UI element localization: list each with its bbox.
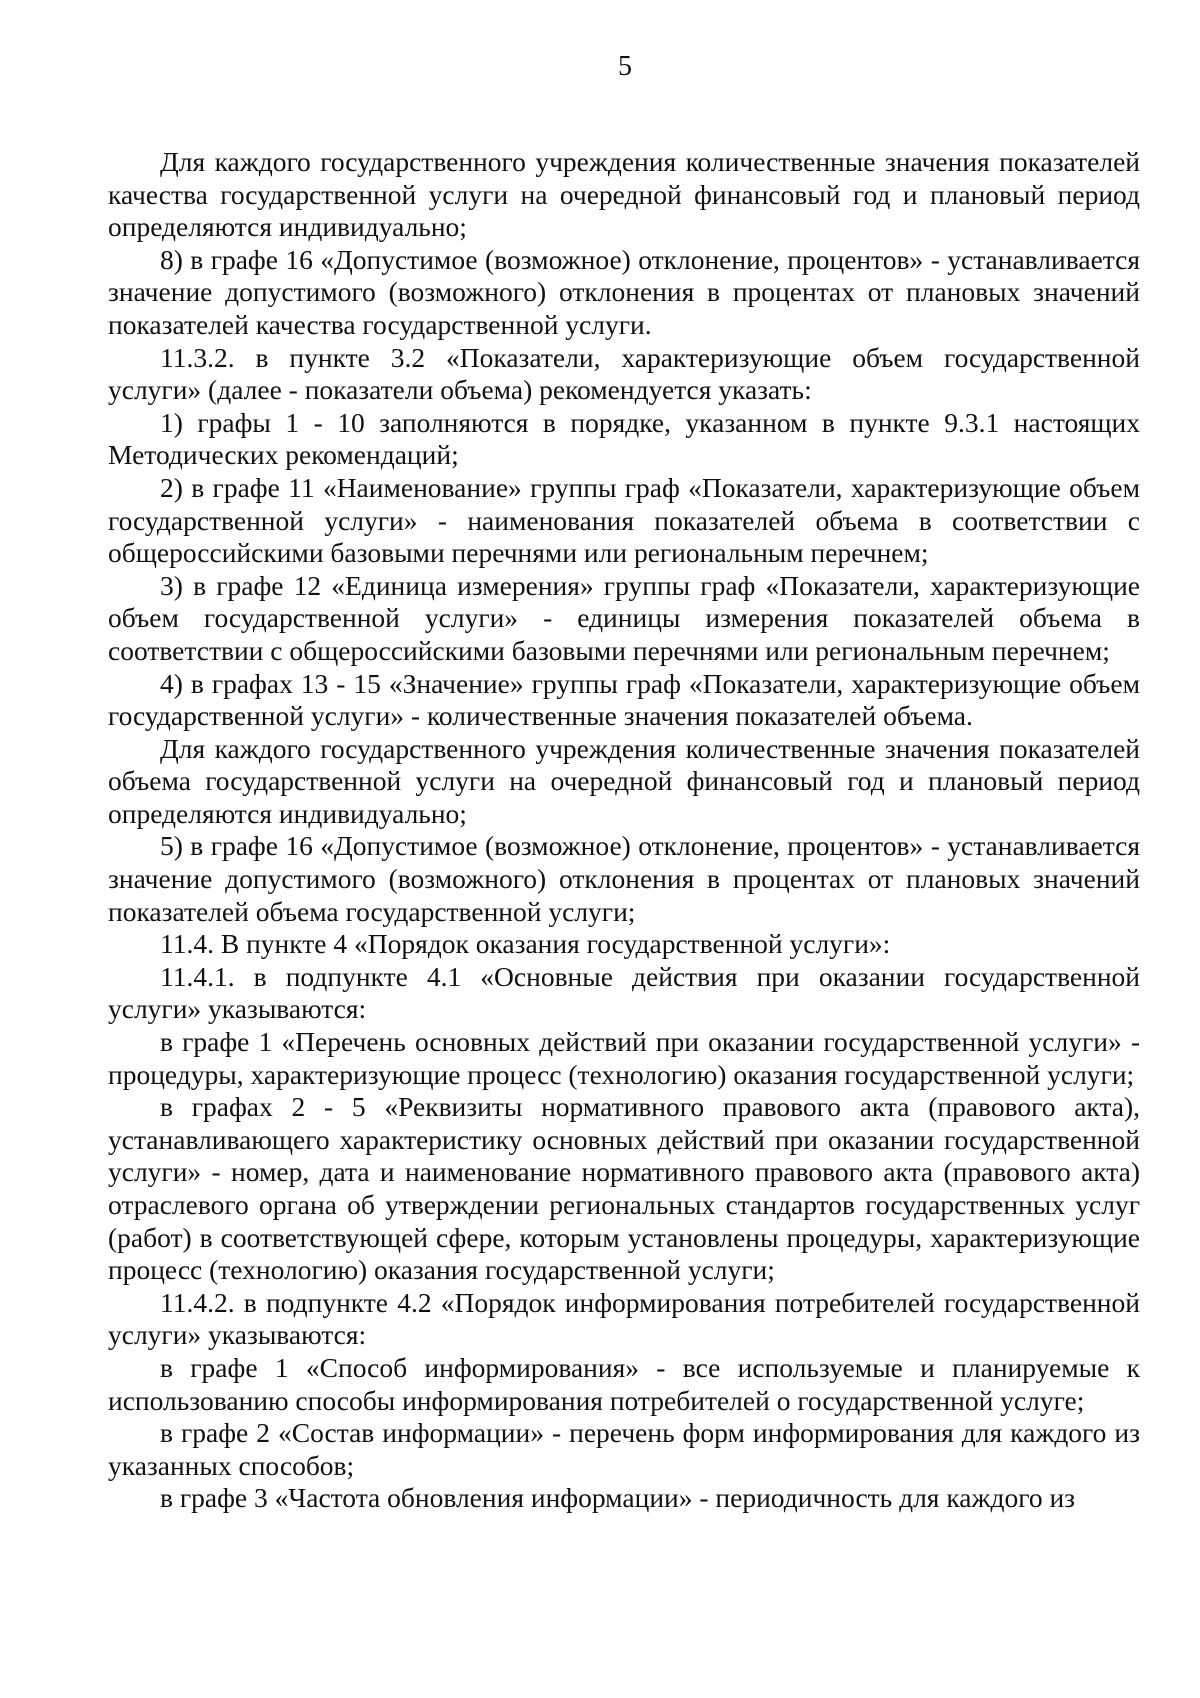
paragraph: 5) в графе 16 «Допустимое (возможное) отклонение, процентов» - устанавливается значение допустимого (возможного) отклонения в процентах от плановых значений показателей объема государственной услуги; bbox=[108, 830, 1140, 927]
paragraph: 11.4. В пункте 4 «Порядок оказания государственной услуги»: bbox=[160, 928, 891, 960]
paragraph: 4) в графах 13 - 15 «Значение» группы граф «Показатели, характеризующие объем государственной услуги» - количественные значения показателей объема. bbox=[108, 667, 1140, 732]
paragraph: 2) в графе 11 «Наименование» группы граф «Показатели, характеризующие объем государственной услуги» - наименования показателей объема в соответствии с общероссийскими базовыми перечнями или региональным перечнем; bbox=[108, 471, 1140, 569]
paragraph: Для каждого государственного учреждения количественные значения показателей качества государственной услуги на очередной финансовый год и плановый период определяются индивидуально; bbox=[108, 146, 1140, 243]
paragraph: в графе 1 «Перечень основных действий при оказании государственной услуги» - процедуры, характеризующие процесс (технологию) оказания государственной услуги; bbox=[108, 1026, 1140, 1090]
paragraph: 8) в графе 16 «Допустимое (возможное) отклонение, процентов» - устанавливается значение допустимого (возможного) отклонения в процентах от плановых значений показателей качества государственной услуги. bbox=[108, 243, 1140, 340]
paragraph: в графах 2 - 5 «Реквизиты нормативного правового акта (правового акта), устанавливающего характеристику основных действий при оказании государственной услуги» - номер, дата и наименование нормативного правового акта (правового акта) отраслевого органа об утверждении региональных стандартов государственных услуг (работ) в соответствующей сфере, которым установлены процедуры, характеризующие процесс (технологию) оказания государственной услуги; bbox=[108, 1091, 1140, 1286]
paragraph: 11.3.2. в пункте 3.2 «Показатели, характеризующие объем государственной услуги» (далее - показатели объема) рекомендуется указать: bbox=[108, 341, 1140, 406]
paragraph: 11.4.2. в подпункте 4.2 «Порядок информирования потребителей государственной услуги» указываются: bbox=[108, 1286, 1140, 1351]
document-body bbox=[108, 146, 1140, 1515]
paragraph: в графе 3 «Частота обновления информации» - периодичность для каждого из bbox=[160, 1482, 1076, 1514]
paragraph: в графе 1 «Способ информирования» - все используемые и планируемые к использованию способы информирования потребителей о государственной услуге; bbox=[108, 1351, 1140, 1416]
paragraph: Для каждого государственного учреждения количественные значения показателей объема государственной услуги на очередной финансовый год и плановый период определяются индивидуально; bbox=[108, 732, 1140, 829]
paragraph: в графе 2 «Состав информации» - перечень форм информирования для каждого из указанных способов; bbox=[108, 1417, 1140, 1481]
paragraph: 1) графы 1 - 10 заполняются в порядке, указанном в пункте 9.3.1 настоящих Методических рекомендаций; bbox=[108, 406, 1140, 471]
page-number: 5 bbox=[618, 51, 632, 82]
paragraph: 3) в графе 12 «Единица измерения» группы граф «Показатели, характеризующие объем государственной услуги» - единицы измерения показателей объема в соответствии с общероссийскими базовыми перечнями или региональным перечнем; bbox=[108, 569, 1140, 666]
paragraph: 11.4.1. в подпункте 4.1 «Основные действия при оказании государственной услуги» указываются: bbox=[108, 960, 1140, 1025]
